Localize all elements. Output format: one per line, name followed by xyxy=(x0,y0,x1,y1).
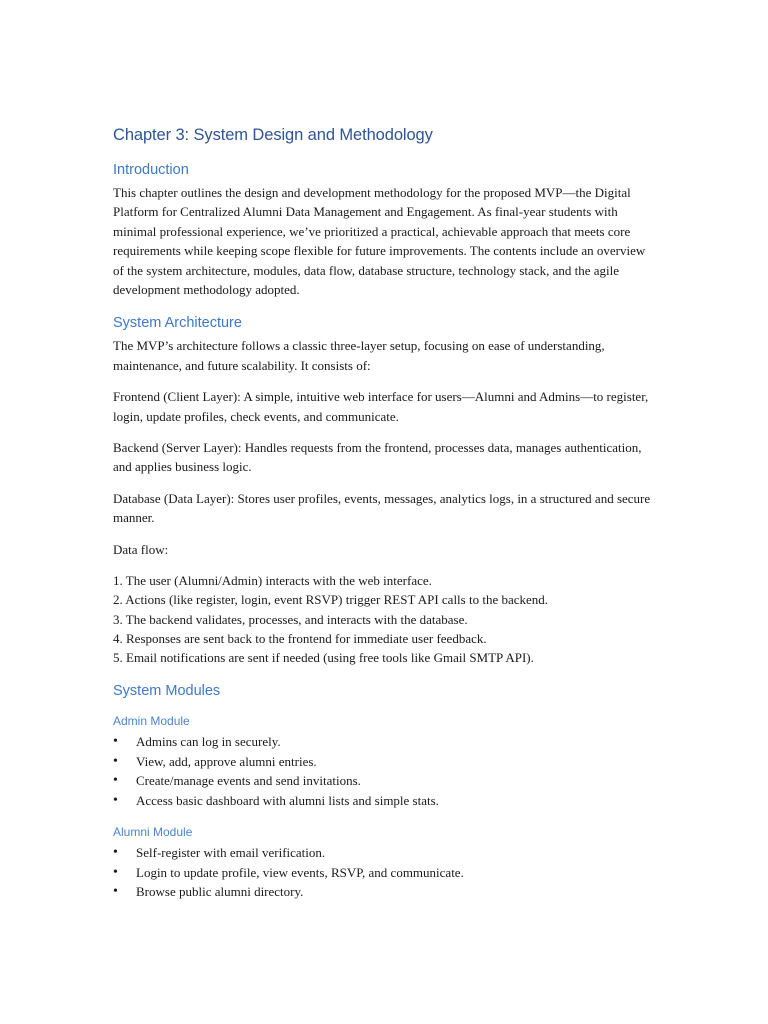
bullet-icon: • xyxy=(113,884,118,900)
list-item xyxy=(113,863,658,883)
bullet-icon: • xyxy=(113,773,118,789)
bullet-icon: • xyxy=(113,864,118,880)
data-flow-step: 3. The backend validates, processes, and interacts with the database. xyxy=(113,611,468,627)
list-item-text: Login to update profile, view events, RSVP, and communicate. xyxy=(136,864,464,880)
architecture-heading: System Architecture xyxy=(113,315,242,332)
list-item-text: Admins can log in securely. xyxy=(136,734,281,750)
data-flow-step: 4. Responses are sent back to the frontend for immediate user feedback. xyxy=(113,630,487,646)
alumni-module-heading: Alumni Module xyxy=(113,825,193,840)
data-flow-step: 1. The user (Alumni/Admin) interacts with the web interface. xyxy=(113,573,432,589)
list-item xyxy=(113,771,658,791)
list-item xyxy=(113,752,658,772)
list-item-text: View, add, approve alumni entries. xyxy=(136,753,317,769)
introduction-text: This chapter outlines the design and development methodology for the proposed MVP—the Digital Platform for Centralized Alumni Data Management and Engagement. As final-year students with minimal professional experience, we’ve prioritized a practical, achievable approach that meets core requirements while keeping scope flexible for future improvements. The contents include an overview of the system architecture, modules, data flow, database structure, technology stack, and the agile development methodology adopted. xyxy=(113,185,646,298)
database-layer-text: Database (Data Layer): Stores user profiles, events, messages, analytics logs, in a structured and secure manner. xyxy=(113,490,651,526)
list-item-text: Self-register with email verification. xyxy=(136,845,326,861)
alumni-module-list xyxy=(113,843,658,902)
document-page xyxy=(113,124,658,902)
data-flow-step: 2. Actions (like register, login, event RSVP) trigger REST API calls to the backend. xyxy=(113,592,549,608)
data-flow-steps xyxy=(113,571,658,667)
frontend-layer-text: Frontend (Client Layer): A simple, intuitive web interface for users—Alumni and Admins—to register, login, update profiles, check events, and communicate. xyxy=(113,389,649,424)
list-item-text: Browse public alumni directory. xyxy=(136,884,304,900)
data-flow-label: Data flow: xyxy=(113,541,169,557)
backend-layer-text: Backend (Server Layer): Handles requests from the frontend, processes data, manages authentication, and applies business logic. xyxy=(113,440,642,475)
modules-heading: System Modules xyxy=(113,683,221,700)
bullet-icon: • xyxy=(113,845,118,861)
admin-module-heading: Admin Module xyxy=(113,714,190,729)
list-item xyxy=(113,732,658,752)
list-item-text: Access basic dashboard with alumni lists and simple stats. xyxy=(136,792,439,808)
list-item xyxy=(113,843,658,863)
bullet-icon: • xyxy=(113,753,118,769)
data-flow-step: 5. Email notifications are sent if needed (using free tools like Gmail SMTP API). xyxy=(113,649,534,665)
admin-module-list xyxy=(113,732,658,810)
architecture-intro: The MVP’s architecture follows a classic three-layer setup, focusing on ease of understanding, maintenance, and future scalability. It consists of: xyxy=(113,338,605,373)
list-item xyxy=(113,882,658,902)
introduction-heading: Introduction xyxy=(113,162,189,178)
chapter-title: Chapter 3: System Design and Methodology xyxy=(113,126,433,144)
list-item xyxy=(113,791,658,811)
list-item-text: Create/manage events and send invitations. xyxy=(136,773,361,789)
bullet-icon: • xyxy=(113,792,118,808)
bullet-icon: • xyxy=(113,734,118,750)
